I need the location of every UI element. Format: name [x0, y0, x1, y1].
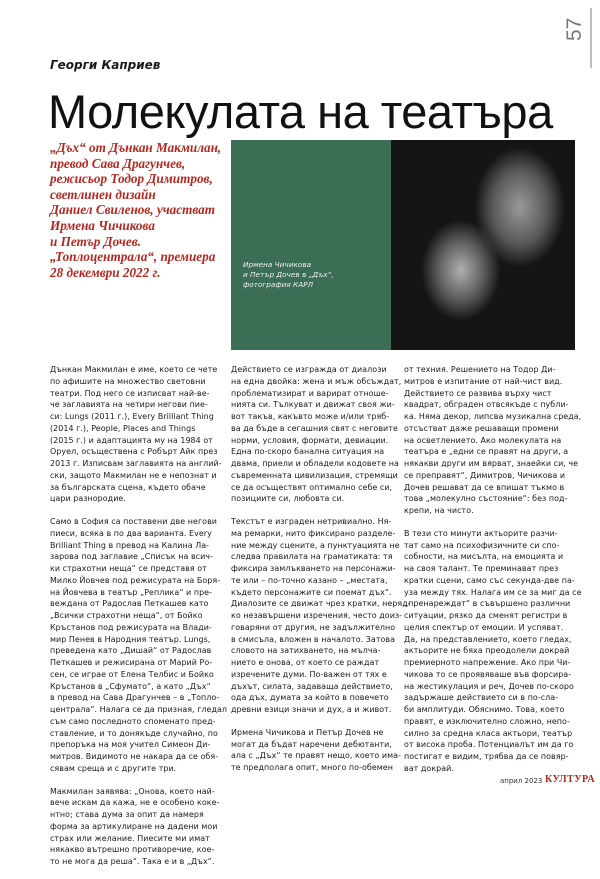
body-line: тат само на психофизичните си спо- — [404, 540, 560, 550]
body-line: фиксира замлъкването на персонажи- — [231, 564, 396, 573]
body-line: от висока проба. Потенциалът им да го — [404, 740, 574, 750]
body-line: Дънкан Макмилан е име, което се чете — [50, 365, 218, 374]
body-line: в превод на Сава Драгунчев – в „Топло- — [50, 693, 220, 703]
body-line: Милко Йовчев под режисурата на Боря- — [50, 575, 221, 585]
body-line: ки страхотни неща“ се представя от — [50, 564, 207, 573]
body-line: от техния. Решението на Тодор Ди- — [404, 365, 556, 374]
body-line: преведена като „Дишай“ от Радослав — [50, 646, 212, 656]
body-line: някакво вътрешно противоречие, кое- — [50, 845, 215, 855]
photo-caption — [243, 260, 383, 290]
issue-date: април 2023 — [500, 777, 543, 785]
body-line: проблематизират и варират отноше- — [231, 388, 389, 398]
body-line: дъхът, силата, задаваща действието, — [231, 681, 393, 691]
body-line: Оруел, осъществена с Робърт Айк през — [50, 447, 218, 457]
page-number-rule — [590, 8, 592, 68]
body-column-3 — [404, 364, 582, 786]
body-line: театри. Под него се изписват най-ве- — [50, 388, 210, 398]
body-line: на жестикулация и реч, Дочев по-скоро — [404, 681, 574, 691]
body-line: Макмилан заявява: „Онова, което най- — [50, 786, 215, 796]
body-line: пиеси, всяка в по два варианта. Every — [50, 528, 212, 538]
body-line: това „молекулно състояние“: без под- — [404, 494, 568, 504]
body-line: кратки сцени, само със секунда-две па- — [404, 575, 575, 585]
body-line: на своя талант. Те преминават през — [404, 564, 559, 573]
body-line: нието е онова, от което се раждат — [231, 658, 380, 667]
body-line: театъра е „едни се правят на други, а — [404, 447, 569, 457]
body-line: по афишите на множество световни — [50, 376, 206, 386]
actors-photo — [391, 140, 575, 350]
caption-line: фотография КАРЛ — [243, 280, 314, 289]
body-line: „пренареждат“ в съвършено различни — [404, 599, 571, 609]
lead-line: „Топлоцентрала“, премиера — [50, 249, 216, 265]
body-line: ода дъх, думата за който в повечето — [231, 693, 389, 703]
body-line: Кръстанов в „Сфумато“, а като „Дъх“ — [50, 681, 211, 691]
body-line: си: Lungs (2011 г.), Every Brilliant Thing — [50, 412, 214, 421]
body-line: на една двойка: жена и мъж обсъждат, — [231, 376, 402, 386]
body-line: те или – по-точно казано – „местата, — [231, 575, 388, 585]
body-line: Дочев решават да се впишат тъкмо в — [404, 482, 565, 492]
body-line: форма за артикулиране на дадени мои — [50, 821, 218, 831]
body-line: вот такъв, какъвто може и/или тряб- — [231, 412, 390, 421]
caption-line: и Петър Дочев в „Дъх“, — [243, 270, 334, 279]
body-paragraph — [231, 727, 401, 774]
body-line: веждана от Радослав Петкашев като — [50, 599, 209, 609]
article-author: Георги Каприев — [50, 58, 161, 72]
body-line: ала с „Дъх“ те правят нещо, което има- — [231, 751, 401, 761]
body-line: мир Пенев в Народния театър. Lungs, — [50, 634, 211, 644]
body-column-1 — [50, 364, 228, 879]
body-line: за българската сцена, където обаче — [50, 482, 206, 492]
body-line: двама, приели и обладели кодовете на — [231, 459, 399, 468]
body-line: постигат е видим, трябва да се повяр- — [404, 752, 569, 761]
lead-line: и Петър Дочев. — [50, 233, 141, 249]
page-number: 57 — [563, 17, 586, 41]
body-line: Действието се развива върху чист — [404, 388, 552, 398]
body-line: Кръстанов под режисурата на Влади- — [50, 622, 212, 632]
body-line: словото на затихването, на мълча- — [231, 646, 381, 656]
body-line: (2015 г.) и адаптацията му на 1984 от — [50, 435, 213, 445]
body-line: Диалозите се движат чрез кратки, неряд- — [231, 599, 411, 609]
body-line: могат да бъдат наречени дебютанти, — [231, 739, 392, 749]
body-line: ва да бъде в сегашния свят с неговите — [231, 423, 398, 433]
body-line: (2014 г.), People, Places and Things — [50, 423, 196, 433]
body-line: отсъстват даже решаващи промени — [404, 423, 559, 433]
body-paragraph — [231, 364, 401, 505]
body-line: ситуации, рязко да сменят регистри в — [404, 611, 568, 620]
body-line: някакви други им вярват, знаейки си, че — [404, 459, 579, 468]
body-line: в смисъла, вложен в началото. Затова — [231, 634, 396, 644]
body-line: В тези сто минути актьорите разчи- — [404, 528, 558, 538]
body-line: уза между тях. Налага им се за миг да се — [404, 587, 582, 597]
body-paragraph — [231, 516, 411, 716]
body-paragraph — [50, 786, 220, 868]
body-line: квадрат, обграден отвсякъде с публи- — [404, 400, 569, 410]
body-line: сен, се играе от Елена Телбис и Бойко — [50, 669, 214, 679]
body-line: следва правилата на граматиката: тя — [231, 552, 393, 562]
magazine-logo: КУЛТУРА — [545, 774, 596, 785]
lead-line: 28 декември 2022 г. — [50, 264, 161, 280]
body-line: норми, условия, формати, девиации. — [231, 435, 389, 445]
lead-line: превод Сава Драгунчев, — [50, 155, 186, 171]
body-line: препоръка на моя учител Симеон Ди- — [50, 740, 211, 750]
body-line: „Всички страхотни неща“, от Бойко — [50, 611, 203, 620]
body-line: ставление, и то донякъде случайно, по — [50, 728, 218, 738]
body-paragraph — [50, 364, 220, 505]
body-line: задържаше действието си в по-сла- — [404, 693, 559, 703]
body-line: на Йовчева в театър „Реплика“ и пре- — [50, 587, 213, 597]
lead-line: светлинен дизайн — [50, 186, 156, 202]
body-line: древни езици значи и дух, а и живот. — [231, 705, 392, 714]
caption-line: Ирмена Чичикова — [243, 260, 312, 269]
body-line: централа“. Налага се да призная, гледал — [50, 705, 228, 714]
body-column-2 — [231, 364, 411, 785]
body-line: вече искам да кажа, не е особено коке- — [50, 798, 220, 808]
body-line: Само в София са поставени две негови — [50, 517, 218, 526]
body-line: премиерното напрежение. Ако при Чи- — [404, 658, 571, 667]
body-line: позициите си, любовта си. — [231, 494, 345, 504]
article-lead — [50, 140, 230, 280]
lead-line: режисьор Тодор Димитров, — [50, 171, 213, 187]
body-line: 2013 г. Изписвам заглавията на англий- — [50, 459, 222, 468]
article-title: Молекулата на театъра — [48, 85, 553, 138]
body-line: Действието се изгражда от диалози — [231, 365, 387, 374]
body-line: актьорите не бяха преодолели докрай — [404, 646, 570, 656]
body-line: правят, е изключително сложно, непо- — [404, 716, 570, 726]
body-line: където персонажите си поемат дъх“. — [231, 587, 392, 597]
body-line: Петкашев и режисирана от Марий Ро- — [50, 658, 213, 667]
body-line: съм само последното споменато пред- — [50, 716, 216, 726]
body-line: че заглавията на четири негови пие- — [50, 400, 208, 410]
body-line: Ирмена Чичикова и Петър Дочев не — [231, 727, 384, 737]
body-paragraph — [404, 528, 582, 775]
body-line: изречените думи. По-важен от тях е — [231, 669, 387, 679]
body-line: страх или желание. Пиесите ми имат — [50, 833, 210, 843]
body-line: ко незавършени изречения, често доиз- — [231, 611, 403, 620]
body-line: митров е изпитание от най-чист вид. — [404, 376, 563, 386]
body-line: ват докрай. — [404, 763, 454, 773]
body-line: цари разнородие. — [50, 494, 126, 504]
body-line: ние между сцените, а пунктуацията не — [231, 540, 400, 550]
lead-line: „Дъх“ от Дънкан Макмилан, — [50, 140, 222, 155]
body-line: съвременната цивилизация, стремящи — [231, 470, 398, 480]
body-line: ма ремарки, нито фиксирано разделе- — [231, 528, 396, 538]
body-line: целия спектър от емоции. И успяват. — [404, 622, 564, 632]
body-line: нията си. Тълкуват и движат своя жи- — [231, 400, 395, 410]
body-line: митров. Видимото не накара да се обя- — [50, 752, 219, 761]
body-line: говаряни от другия, не задължително — [231, 622, 396, 632]
body-line: се да осъществят оптимално себе си, — [231, 482, 393, 492]
body-paragraph — [50, 516, 228, 775]
body-line: зарова под заглавие „Списък на всич- — [50, 552, 213, 562]
body-line: ски, защото Макмилан не е непознат и — [50, 470, 217, 480]
body-line: крепи, на чисто. — [404, 506, 474, 515]
body-line: Да, на представлението, което гледах, — [404, 634, 572, 644]
lead-line: Даниел Свиленов, участват — [50, 202, 216, 218]
body-line: те предполага опит, много по-обемен — [231, 763, 393, 772]
lead-line: Ирмена Чичикова — [50, 217, 155, 233]
body-line: на осветлението. Ако молекулата на — [404, 435, 562, 445]
photo-caption-panel — [231, 140, 391, 350]
body-line: чикова то се проявяваше във форсира- — [404, 669, 572, 679]
body-line: Текстът е изграден нетривиално. Ня- — [231, 517, 392, 526]
body-paragraph — [404, 364, 582, 517]
body-line: сявам среща и с другите три. — [50, 763, 177, 773]
body-line: Една по-скоро банална ситуация на — [231, 447, 385, 457]
body-line: силно за средна класа актьори, театър — [404, 728, 573, 738]
body-line: би амплитуди. Обяснимо. Това, което — [404, 705, 565, 714]
body-line: нтно; става дума за опит да намеря — [50, 810, 204, 819]
body-line: се преправят“, Димитров, Чичикова и — [404, 470, 566, 480]
body-line: Brilliant Thing в превод на Калина Ла- — [50, 540, 210, 550]
body-line: то не мога да реша“. Така е и в „Дъх“. — [50, 857, 215, 866]
body-line: собности, на мисълта, на емоцията и — [404, 552, 564, 562]
body-line: ка. Няма декор, липсва музикална среда, — [404, 412, 582, 421]
